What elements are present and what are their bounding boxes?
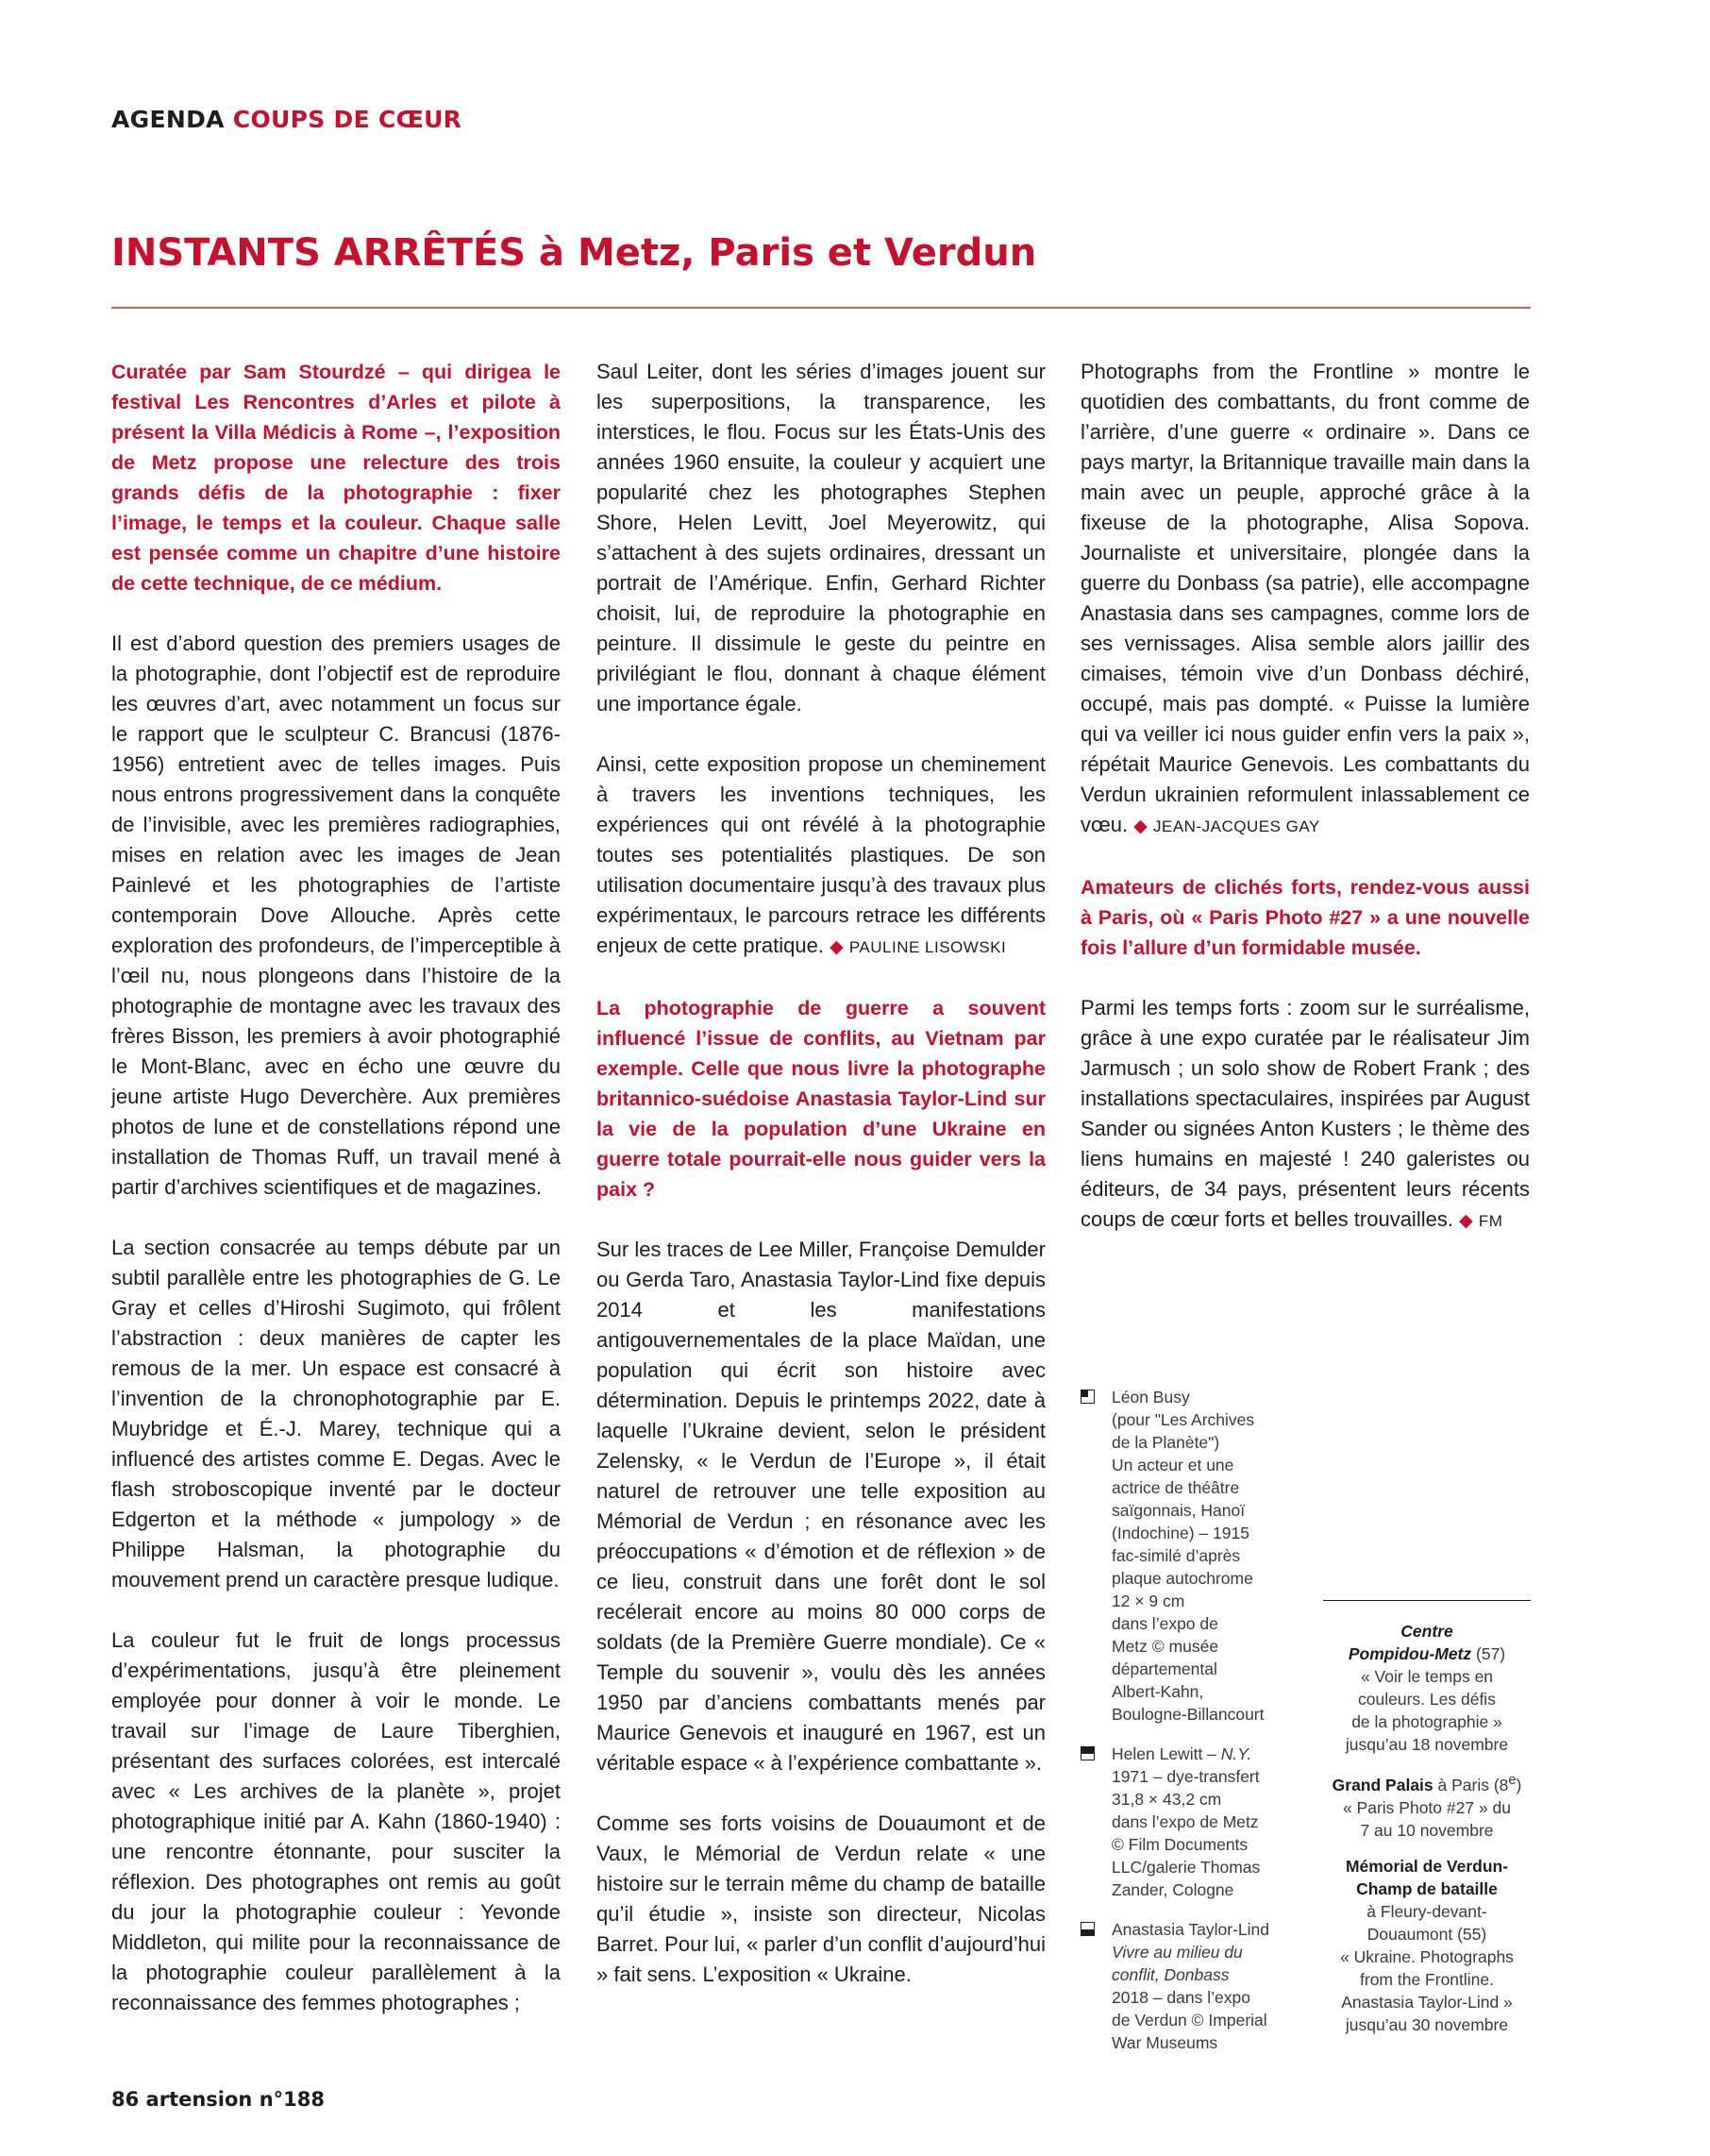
author-signature: JEAN-JACQUES GAY (1153, 817, 1320, 835)
paragraph: Sur les traces de Lee Miller, Françoise Demulder ou Gerda Taro, Anastasia Taylor-Lind fixe depuis 2014 et les manifestations antigouvernementales de la place Maïdan, une population qui écrit son histoire avec détermination. Depuis le printemps 2022, date à laquelle l’Ukraine devient, selon le président Zelensky, « le Verdun de l’Europe », il était naturel de retrouver une telle exposition au Mémorial de Verdun ; en résonance avec les préoccupations « d’émotion et de réflexion » de ce lieu, construit dans une forêt dont le sol recélerait encore au moins 80 000 corps de soldats (de la Première Guerre mondiale). Ce « Temple du souvenir », voulu dès les années 1950 par d’anciens combattants menés par Maurice Genevois et inauguré en 1967, est un véritable espace « à l’expérience combattante ». (596, 1238, 1046, 1775)
diamond-icon: ◆ (1459, 1211, 1473, 1231)
section-label: AGENDA (111, 106, 225, 133)
magazine-name: artension (145, 2088, 253, 2111)
position-marker-icon (1081, 1390, 1095, 1404)
venue-infobox (1323, 1600, 1531, 2049)
position-marker-icon (1081, 1922, 1095, 1936)
paragraph-text: Ainsi, cette exposition propose un cheminement à travers les inventions techniques, les expériences qui ont révélé à la photographie toutes ses potentialités plastiques. De son utilisation documentaire jusqu’à des travaux plus expérimentaux, le parcours retrace les différents enjeux de cette pratique. (596, 752, 1046, 957)
subsection-label: COUPS DE CŒUR (232, 106, 462, 133)
paragraph: La section consacrée au temps débute par un subtil parallèle entre les photographies de G. Le Gray et celles d’Hiroshi Sugimoto, qui frôlent l’abstraction : deux manières de capter les remous de la mer. Un espace est consacré à l’invention de la chronophotographie par E. Muybridge et É.-J. Marey, technique qui a influencé des artistes comme E. Degas. Avec le flash stroboscopique inventé par le docteur Edgerton et la méthode « jumpology » de Philippe Halsman, la photographie du mouvement prend un caractère presque ludique. (111, 1236, 561, 1592)
issue-number: n°188 (259, 2088, 325, 2111)
position-marker-icon (1081, 1746, 1095, 1760)
paragraph (596, 750, 1046, 963)
paragraph: La couleur fut le fruit de longs processus d’expérimentations, jusqu’à être pleinement employée pour donner à voir le monde. Le travail sur l’image de Laure Tiberghien, présentant des surfaces colorées, est intercalé avec « Les archives de la planète », projet photographique initié par A. Kahn (1860-1940) : une rencontre étonnante, pour susciter la réflexion. Des photographes ont remis au goût du jour la photographie couleur : Yevonde Middleton, qui milite pour la reconnaissance de la photographie couleur parallèlement à la reconnaissance des femmes photographes ; (111, 1628, 561, 2014)
venue-memorial-verdun: Mémorial de Verdun- Champ de bataille à Fleury-devant- Douaumont (55) « Ukraine. Photographs from the Frontline. Anastasia Taylor-Lind » jusqu’au 30 novembre (1340, 1856, 1514, 2034)
lead-paragraph: Amateurs de clichés forts, rendez-vous aussi à Paris, où « Paris Photo #27 » a une nouvelle fois l’allure d’un formidable musée. (1081, 876, 1530, 959)
author-signature: FM (1478, 1212, 1503, 1230)
photo-captions (1081, 1386, 1293, 2071)
paragraph: Saul Leiter, dont les séries d’images jouent sur les superpositions, la transparence, les interstices, le flou. Focus sur les États-Unis des années 1960 ensuite, la couleur y acquiert une popularité chez les photographes Stephen Shore, Helen Levitt, Joel Meyerowitz, qui s’attachent à des sujets ordinaires, dressant un portrait de l’Amérique. Enfin, Gerhard Richter choisit, lui, de reproduire la photographie en peinture. Il dissimule le geste du peintre en privilégiant le flou, donnant à chaque élément une importance égale. (596, 360, 1046, 716)
column-1 (111, 357, 561, 2048)
author-signature: PAULINE LISOWSKI (848, 938, 1007, 956)
caption-busy: Léon Busy (pour "Les Archives de la Planète") Un acteur et une actrice de théâtre saïgonnais, Hanoï (Indochine) – 1915 fac-similé d’après plaque autochrome 12 × 9 cm dans l’expo de Metz © musée départemental Albert-Kahn, Boulogne-Billancourt (1081, 1386, 1293, 1726)
lead-paragraph: La photographie de guerre a souvent influencé l’issue de conflits, au Vietnam par exemple. Celle que nous livre la photographe britannico-suédoise Anastasia Taylor-Lind sur la vie de la population d’une Ukraine en guerre totale pourrait-elle nous guider vers la paix ? (596, 997, 1046, 1201)
section-kicker (111, 106, 461, 133)
page-footer (111, 2088, 325, 2111)
paragraph-text: Photographs from the Frontline » montre le quotidien des combattants, du front comme de l’arrière, d’une guerre « ordinaire ». Dans ce pays martyr, la Britannique travaille main dans la main avec un peuple, approché grâce à la fixeuse de la photographe, Alisa Sopova. Journaliste et universitaire, plongée dans la guerre du Donbass (sa patrie), elle accompagne Anastasia dans ses campagnes, comme lors de ses vernissages. Alisa semble alors jaillir des cimaises, témoin vive d’un Donbass déchiré, occupé, mais pas dompté. « Puisse la lumière qui va veiller ici nous guider enfin vers la paix », répétait Maurice Genevois. Les combattants du Verdun ukrainien reformulent inlassablement ce vœu. (1081, 360, 1530, 836)
caption-taylor-lind: Anastasia Taylor-Lind Vivre au milieu du conflit, Donbass 2018 – dans l’expo de Verdun © Imperial War Museums (1081, 1918, 1293, 2054)
venue-centre-pompidou: Centre Pompidou-Metz (57) « Voir le temps en couleurs. Les défis de la photographie » jusqu’au 18 novembre (1345, 1622, 1509, 1754)
lead-paragraph: Curatée par Sam Stourdzé – qui dirigea le festival Les Rencontres d’Arles et pilote à présent la Villa Médicis à Rome –, l’exposition de Metz propose une relecture des trois grands défis de la photographie : fixer l’image, le temps et la couleur. Chaque salle est pensée comme un chapitre d’une histoire de cette technique, de ce médium. (111, 361, 561, 595)
column-2 (596, 357, 1046, 2020)
paragraph: Comme ses forts voisins de Douaumont et de Vaux, le Mémorial de Verdun relate « une histoire sur le terrain même du champ de bataille qu’il étudie », insiste son directeur, Nicolas Barret. Pour lui, « parler d’un conflit d’aujourd’hui » fait sens. L’exposition « Ukraine. (596, 1811, 1046, 1986)
paragraph (1081, 993, 1530, 1237)
title-rule (111, 307, 1531, 309)
column-3 (1081, 357, 1530, 1267)
caption-lewitt: Helen Lewitt – N.Y. 1971 – dye-transfert 31,8 × 43,2 cm dans l’expo de Metz © Film Documents LLC/galerie Thomas Zander, Cologne (1081, 1743, 1293, 1901)
article-title: INSTANTS ARRÊTÉS à Metz, Paris et Verdun (111, 231, 1037, 275)
diamond-icon: ◆ (830, 937, 844, 957)
paragraph (1081, 357, 1530, 842)
paragraph-text: Parmi les temps forts : zoom sur le surréalisme, grâce à une expo curatée par le réalisateur Jim Jarmusch ; un solo show de Robert Frank ; des installations spectaculaires, inspirées par August Sander ou signées Anton Kusters ; le thème des liens humains en majesté ! 240 galeristes ou éditeurs, de 34 pays, présentent leurs récents coups de cœur forts et belles trouvailles. (1081, 996, 1530, 1231)
diamond-icon: ◆ (1133, 817, 1148, 836)
venue-grand-palais: Grand Palais à Paris (8e) « Paris Photo #27 » du 7 au 10 novembre (1332, 1773, 1522, 1840)
paragraph: Il est d’abord question des premiers usages de la photographie, dont l’objectif est de reproduire les œuvres d’art, avec notamment un focus sur le rapport que le sculpteur C. Brancusi (1876-1956) entretient avec de telles images. Puis nous entrons progressivement dans la conquête de l’invisible, avec les premières radiographies, mises en relation avec les images de Jean Painlevé et les photographies de l’artiste contemporain Dove Allouche. Après cette exploration des profondeurs, de l’imperceptible à l’œil nu, nous plongeons dans l’histoire de la photographie de montagne avec les travaux des frères Bisson, les premiers à avoir photographié le Mont-Blanc, avec en écho une œuvre du jeune artiste Hugo Deverchère. Aux premières photos de lune et de constellations répond une installation de Thomas Ruff, un travail mené à partir d’archives scientifiques et de magazines. (111, 632, 561, 1199)
page-number: 86 (111, 2088, 140, 2111)
